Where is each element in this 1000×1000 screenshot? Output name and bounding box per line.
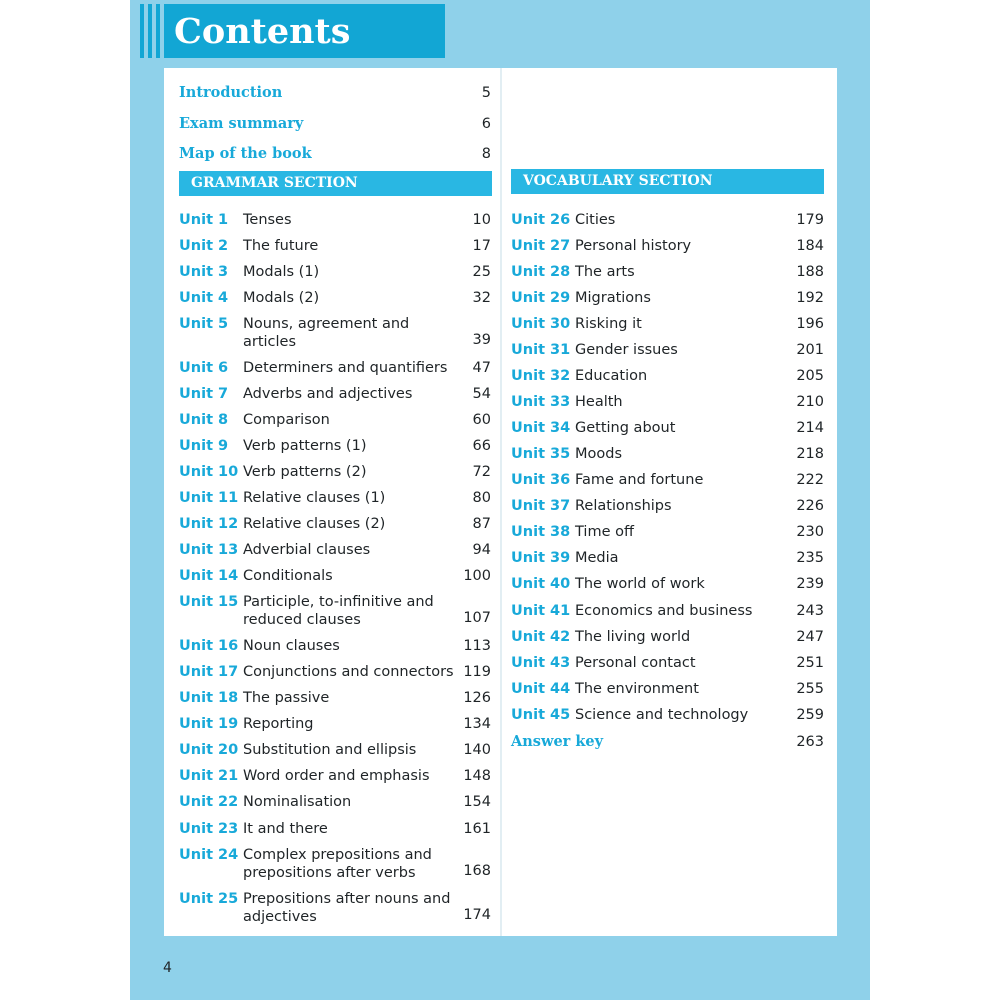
unit-title-line: The passive: [243, 690, 330, 706]
unit-title-line: Nouns, agreement and: [243, 316, 410, 332]
front-matter-page: 8: [481, 146, 491, 162]
unit-page: 226: [796, 498, 824, 514]
unit-page: 25: [472, 264, 491, 280]
unit-page: 255: [796, 681, 824, 697]
unit-title-line: Conjunctions and connectors: [243, 664, 454, 680]
unit-number: Unit 37: [511, 498, 571, 514]
unit-title: [575, 289, 651, 307]
unit-title: [243, 846, 432, 882]
unit-number: Unit 24: [179, 847, 239, 863]
unit-title: [575, 445, 622, 463]
unit-number: Unit 43: [511, 655, 571, 671]
unit-number: Unit 29: [511, 290, 571, 306]
unit-title: [243, 541, 370, 559]
unit-title: [243, 890, 450, 926]
unit-title-line-2: articles: [243, 334, 297, 350]
unit-title: [575, 706, 748, 724]
unit-page: 94: [472, 542, 491, 558]
page-number: 4: [163, 960, 172, 976]
unit-number: Unit 40: [511, 576, 571, 592]
unit-page: 113: [463, 638, 491, 654]
unit-title-line: Substitution and ellipsis: [243, 742, 417, 758]
unit-title-line: Reporting: [243, 716, 314, 732]
unit-number: Unit 44: [511, 681, 571, 697]
unit-title-line: Relative clauses (1): [243, 490, 386, 506]
unit-title: [243, 263, 319, 281]
unit-title: [243, 767, 430, 785]
unit-number: Unit 6: [179, 360, 229, 376]
unit-title: [575, 549, 619, 567]
unit-title-line: Adverbial clauses: [243, 542, 371, 558]
unit-page: 214: [796, 420, 824, 436]
unit-title: [575, 393, 623, 411]
unit-number: Unit 27: [511, 238, 571, 254]
unit-page: 148: [463, 768, 491, 784]
unit-number: Unit 17: [179, 664, 239, 680]
unit-number: Unit 30: [511, 316, 571, 332]
unit-title: [243, 663, 454, 681]
unit-title-line: Noun clauses: [243, 638, 340, 654]
unit-page: 251: [796, 655, 824, 671]
unit-page: 119: [463, 664, 491, 680]
unit-number: Unit 45: [511, 707, 571, 723]
unit-title-line: Modals (1): [243, 264, 320, 280]
unit-number: Unit 32: [511, 368, 571, 384]
unit-number: Unit 13: [179, 542, 239, 558]
unit-number: Unit 3: [179, 264, 229, 280]
unit-number: Unit 20: [179, 742, 239, 758]
unit-number: Unit 26: [511, 212, 571, 228]
unit-number: Unit 38: [511, 524, 571, 540]
unit-number: Unit 14: [179, 568, 239, 584]
unit-title-line: Migrations: [575, 290, 651, 306]
unit-page: 201: [796, 342, 824, 358]
unit-page: 230: [796, 524, 824, 540]
unit-number: Unit 25: [179, 891, 239, 907]
front-matter-label: Introduction: [179, 84, 283, 101]
unit-title-line: Personal history: [575, 238, 692, 254]
unit-page: 222: [796, 472, 824, 488]
unit-title: [243, 385, 412, 403]
unit-title-line: Modals (2): [243, 290, 320, 306]
unit-title-line: Fame and fortune: [575, 472, 704, 488]
unit-title-line: The future: [243, 238, 319, 254]
unit-number: Unit 8: [179, 412, 229, 428]
unit-number: Unit 15: [179, 594, 239, 610]
unit-title: [243, 237, 318, 255]
unit-title: [243, 593, 434, 629]
front-matter-label: Exam summary: [179, 115, 304, 132]
front-matter-item[interactable]: [179, 84, 492, 104]
unit-page: 174: [463, 907, 491, 923]
page-title: Contents: [174, 11, 351, 52]
unit-page: 47: [472, 360, 491, 376]
unit-title-line: Verb patterns (2): [243, 464, 367, 480]
unit-title-line: Participle, to-infinitive and: [243, 594, 434, 610]
unit-title-line: Health: [575, 394, 623, 410]
grammar-section-header: GRAMMAR SECTION: [179, 171, 492, 196]
unit-title: [243, 289, 319, 307]
unit-title-line: Time off: [575, 524, 634, 540]
unit-page: 87: [472, 516, 491, 532]
unit-title: [243, 489, 385, 507]
unit-title-line: Verb patterns (1): [243, 438, 367, 454]
unit-number: Unit 16: [179, 638, 239, 654]
front-matter-page: 6: [481, 116, 491, 132]
unit-title-line: Complex prepositions and: [243, 847, 432, 863]
unit-number: Unit 7: [179, 386, 229, 402]
unit-page: 192: [796, 290, 824, 306]
title-stripes: [140, 4, 160, 58]
unit-number: Unit 36: [511, 472, 571, 488]
unit-title: [575, 628, 690, 646]
answer-key-label: Answer key: [511, 733, 604, 750]
unit-title-line-2: prepositions after verbs: [243, 865, 416, 881]
unit-title-line: Relative clauses (2): [243, 516, 386, 532]
unit-title-line: Word order and emphasis: [243, 768, 430, 784]
unit-page: 205: [796, 368, 824, 384]
unit-title: [243, 637, 340, 655]
unit-page: 107: [463, 610, 491, 626]
unit-title-line: The living world: [575, 629, 691, 645]
unit-page: 66: [472, 438, 491, 454]
unit-title-line: Getting about: [575, 420, 676, 436]
unit-title-line-2: adjectives: [243, 909, 317, 925]
unit-number: Unit 22: [179, 794, 239, 810]
unit-title: [243, 315, 409, 351]
unit-title: [243, 515, 385, 533]
unit-number: Unit 19: [179, 716, 239, 732]
unit-title-line: The environment: [575, 681, 699, 697]
unit-title-line: Cities: [575, 212, 616, 228]
unit-number: Unit 35: [511, 446, 571, 462]
unit-number: Unit 5: [179, 316, 229, 332]
vocabulary-section-header: VOCABULARY SECTION: [511, 169, 824, 194]
unit-title: [243, 689, 329, 707]
unit-title: [243, 567, 333, 585]
unit-number: Unit 2: [179, 238, 229, 254]
unit-title-line: Economics and business: [575, 603, 753, 619]
unit-page: 54: [472, 386, 491, 402]
front-matter-item[interactable]: [179, 115, 492, 135]
unit-title: [243, 793, 351, 811]
unit-page: 39: [472, 332, 491, 348]
unit-number: Unit 39: [511, 550, 571, 566]
unit-number: Unit 23: [179, 821, 239, 837]
unit-title-line: Adverbs and adjectives: [243, 386, 413, 402]
unit-page: 80: [472, 490, 491, 506]
unit-number: Unit 9: [179, 438, 229, 454]
unit-title: [575, 497, 672, 515]
unit-page: 184: [796, 238, 824, 254]
unit-page: 239: [796, 576, 824, 592]
unit-number: Unit 28: [511, 264, 571, 280]
unit-page: 32: [472, 290, 491, 306]
unit-title-line: Personal contact: [575, 655, 696, 671]
unit-title: [243, 820, 328, 838]
unit-title-line: The arts: [575, 264, 635, 280]
unit-page: 17: [472, 238, 491, 254]
unit-title: [243, 437, 366, 455]
unit-title-line: Relationships: [575, 498, 672, 514]
unit-title-line-2: reduced clauses: [243, 612, 361, 628]
unit-page: 196: [796, 316, 824, 332]
unit-title: [243, 359, 447, 377]
unit-page: 72: [472, 464, 491, 480]
unit-title: [575, 523, 634, 541]
unit-page: 161: [463, 821, 491, 837]
unit-page: 134: [463, 716, 491, 732]
unit-page: 179: [796, 212, 824, 228]
unit-page: 154: [463, 794, 491, 810]
unit-title: [243, 741, 416, 759]
unit-title-line: Risking it: [575, 316, 642, 332]
unit-title: [575, 680, 699, 698]
unit-title-line: It and there: [243, 821, 328, 837]
unit-title-line: Nominalisation: [243, 794, 352, 810]
unit-title-line: Gender issues: [575, 342, 678, 358]
column-divider: [500, 68, 502, 936]
unit-page: 188: [796, 264, 824, 280]
unit-title-line: Comparison: [243, 412, 330, 428]
unit-page: 10: [472, 212, 491, 228]
answer-key-page: 263: [796, 734, 824, 750]
unit-page: 259: [796, 707, 824, 723]
answer-key-row[interactable]: [511, 733, 824, 753]
unit-number: Unit 42: [511, 629, 571, 645]
unit-title: [575, 367, 647, 385]
unit-title: [243, 715, 314, 733]
unit-title: [575, 602, 752, 620]
unit-page: 100: [463, 568, 491, 584]
unit-title: [243, 211, 292, 229]
unit-number: Unit 33: [511, 394, 571, 410]
front-matter-label: Map of the book: [179, 145, 312, 162]
unit-number: Unit 41: [511, 603, 571, 619]
unit-number: Unit 1: [179, 212, 229, 228]
unit-number: Unit 12: [179, 516, 239, 532]
unit-page: 235: [796, 550, 824, 566]
unit-title-line: Science and technology: [575, 707, 749, 723]
unit-page: 247: [796, 629, 824, 645]
unit-number: Unit 10: [179, 464, 239, 480]
unit-title-line: Media: [575, 550, 619, 566]
unit-title: [575, 419, 675, 437]
unit-title-line: Moods: [575, 446, 623, 462]
unit-number: Unit 31: [511, 342, 571, 358]
front-matter-page: 5: [481, 85, 491, 101]
unit-number: Unit 34: [511, 420, 571, 436]
unit-title: [243, 463, 366, 481]
unit-page: 140: [463, 742, 491, 758]
unit-title: [575, 263, 635, 281]
unit-title-line: Tenses: [243, 212, 292, 228]
unit-title-line: Education: [575, 368, 648, 384]
unit-title-line: Prepositions after nouns and: [243, 891, 451, 907]
unit-page: 243: [796, 603, 824, 619]
unit-title: [575, 575, 705, 593]
unit-title: [575, 341, 678, 359]
unit-title-line: Conditionals: [243, 568, 333, 584]
unit-page: 126: [463, 690, 491, 706]
unit-number: Unit 21: [179, 768, 239, 784]
unit-number: Unit 4: [179, 290, 229, 306]
unit-title-line: The world of work: [575, 576, 705, 592]
unit-title: [243, 411, 330, 429]
unit-page: 210: [796, 394, 824, 410]
unit-page: 168: [463, 863, 491, 879]
unit-title: [575, 315, 642, 333]
unit-title: [575, 471, 703, 489]
unit-number: Unit 11: [179, 490, 239, 506]
unit-page: 218: [796, 446, 824, 462]
unit-title: [575, 211, 615, 229]
unit-page: 60: [472, 412, 491, 428]
unit-number: Unit 18: [179, 690, 239, 706]
unit-title: [575, 654, 696, 672]
unit-title: [575, 237, 691, 255]
unit-title-line: Determiners and quantifiers: [243, 360, 448, 376]
front-matter-item[interactable]: [179, 145, 492, 165]
